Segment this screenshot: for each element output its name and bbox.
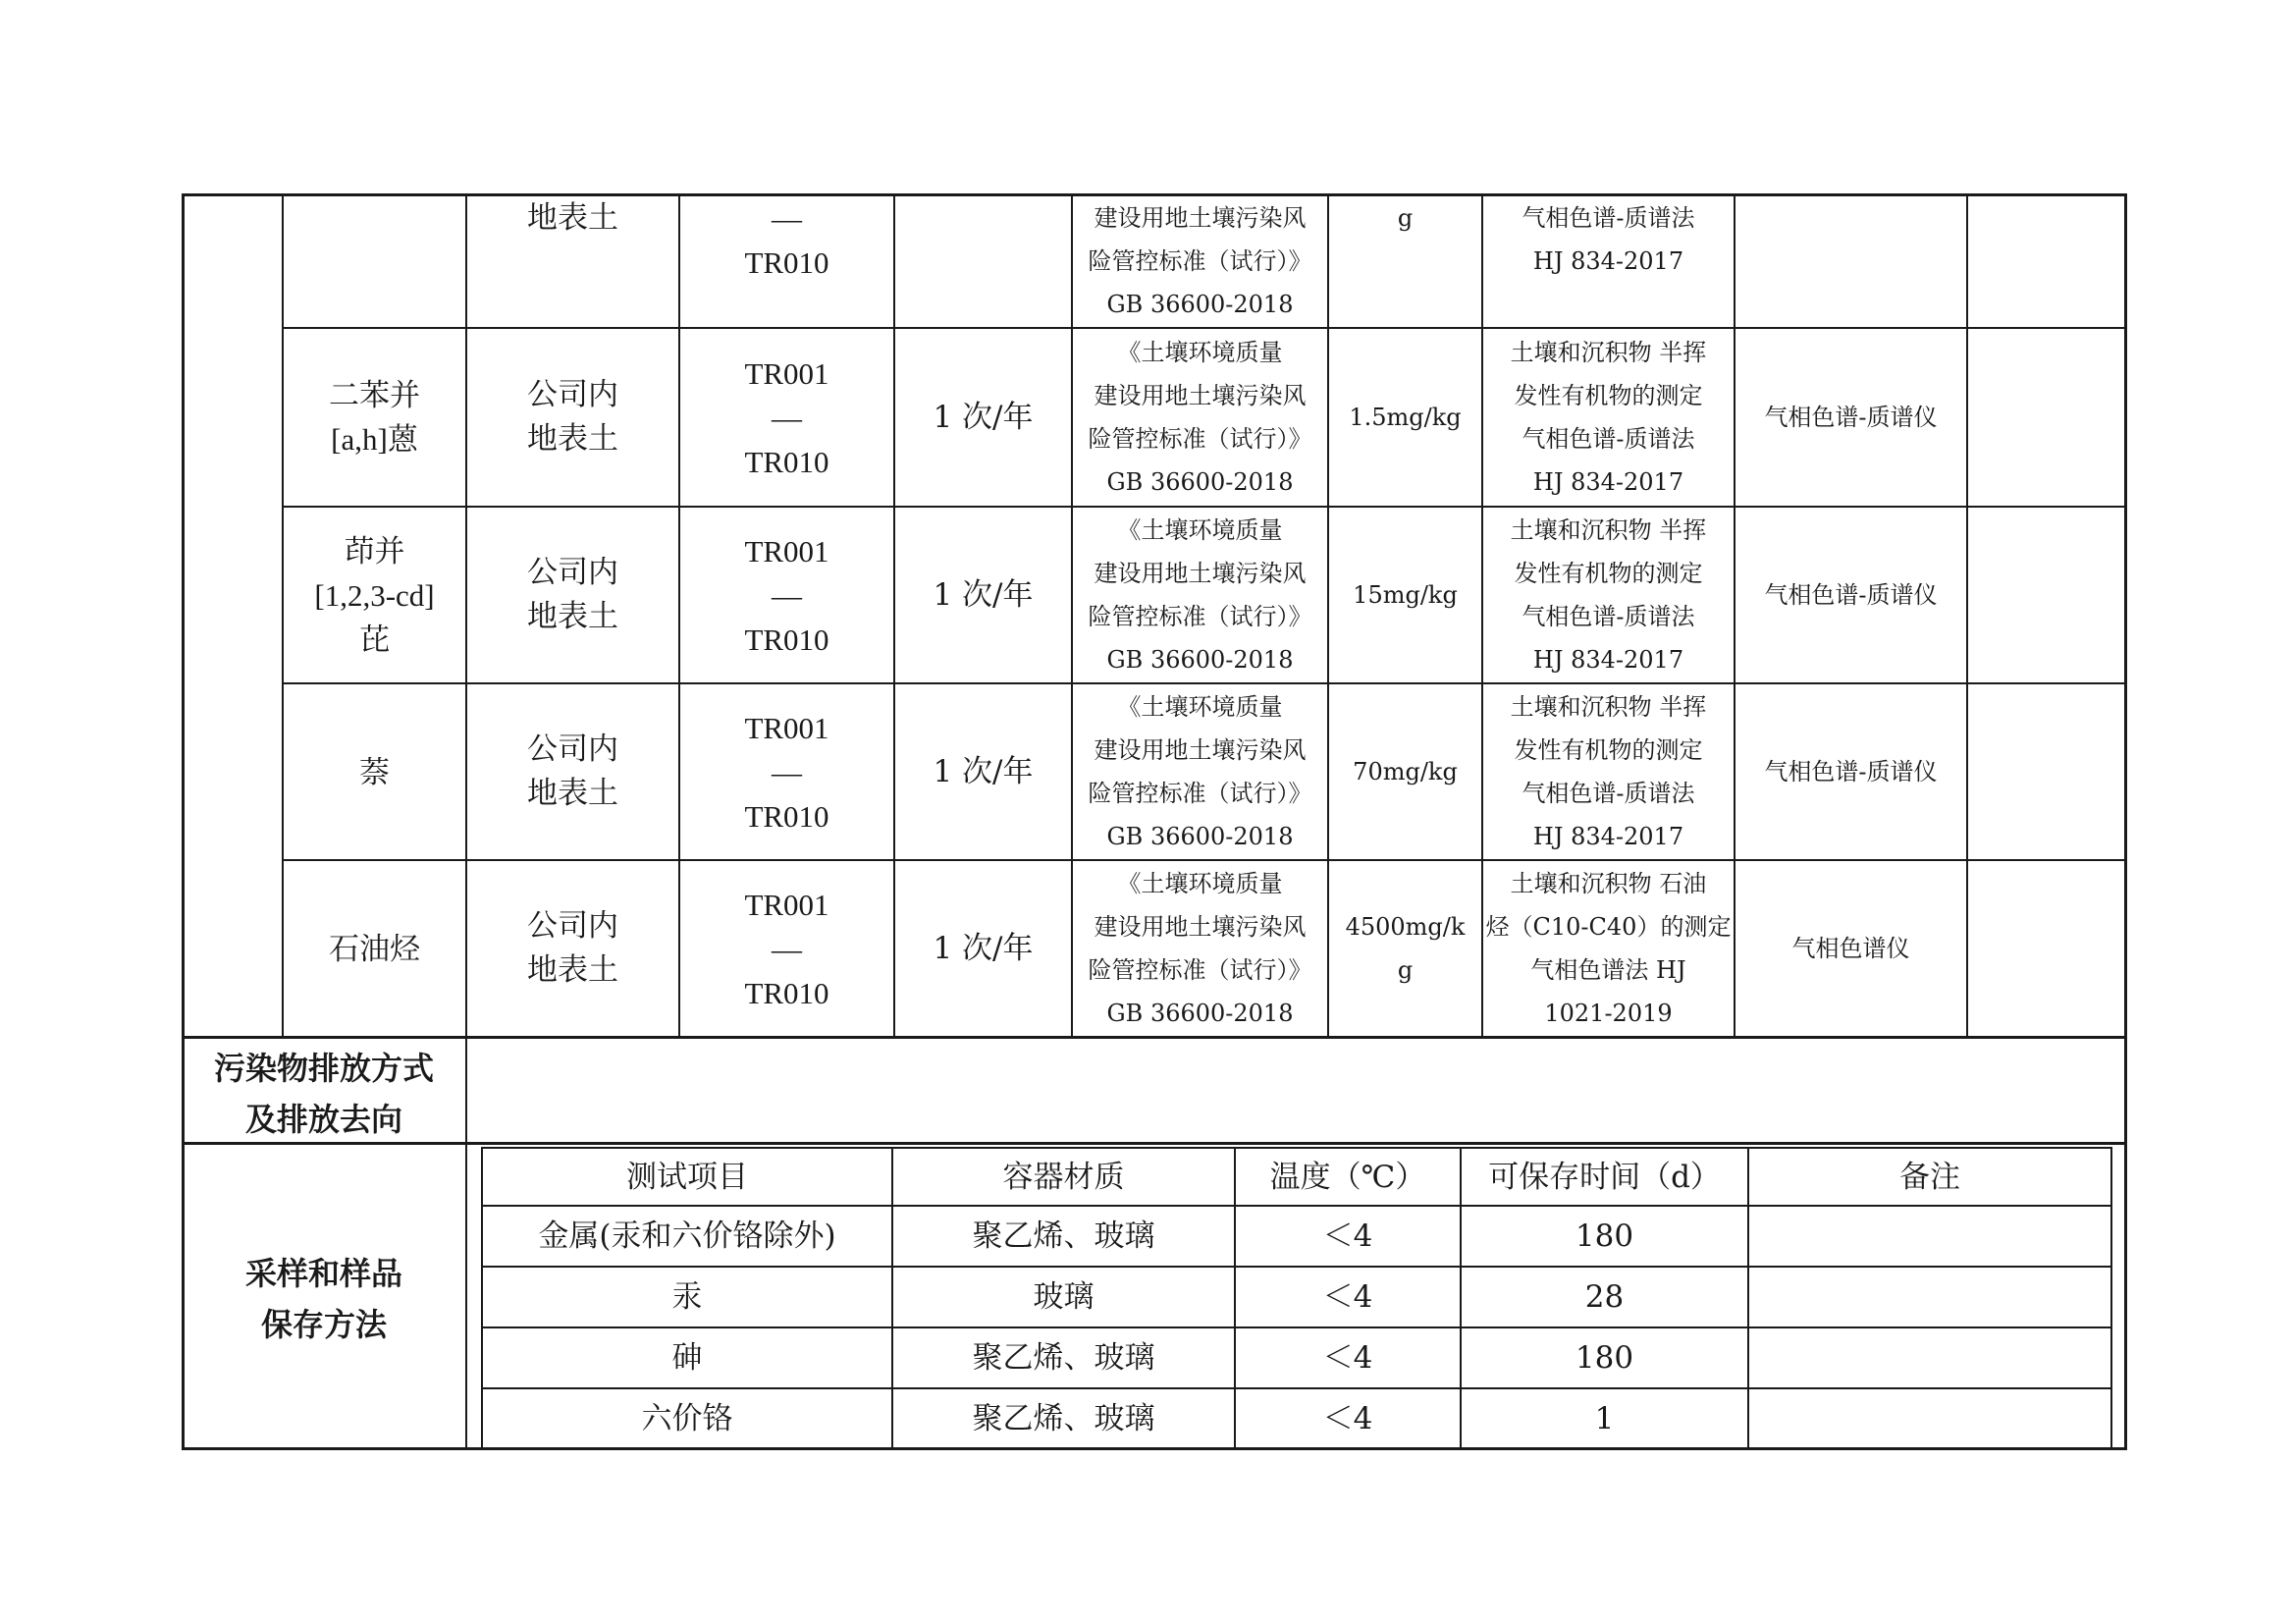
sampling-points-cell-line: TR010: [744, 798, 829, 834]
standard-cell-line: GB 36600-2018: [1106, 468, 1294, 496]
storage-data-cell: [483, 1207, 891, 1266]
storage-data-cell: [1749, 1389, 2110, 1448]
sampling-points-cell-line: —: [772, 577, 802, 613]
storage-data-cell-text: 金属(汞和六价铬除外): [538, 1218, 836, 1254]
storage-data-cell: [1462, 1207, 1747, 1266]
sampling-points-cell-line: —: [772, 754, 802, 789]
location-cell: [467, 508, 678, 682]
frequency-cell: [895, 508, 1071, 682]
sampling-points-cell: [680, 684, 893, 859]
remark-cell: [1968, 329, 2126, 506]
sampling-points-cell-line: TR010: [744, 245, 829, 280]
analysis-method-cell-line: 气相色谱-质谱法: [1522, 603, 1695, 630]
limit-value-cell: [1329, 196, 1481, 327]
storage-data-cell-text: 六价铬: [641, 1401, 733, 1436]
storage-data-cell-text: 180: [1575, 1218, 1634, 1254]
location-cell: [467, 329, 678, 506]
location-cell-line: 地表土: [527, 776, 618, 811]
standard-cell-line: GB 36600-2018: [1106, 823, 1294, 850]
sampling-points-cell-line: TR010: [744, 622, 829, 657]
storage-data-cell-text: ＜4: [1322, 1401, 1373, 1436]
storage-data-cell-text: 聚乙烯、玻璃: [972, 1218, 1155, 1254]
frequency-cell: [895, 684, 1071, 859]
storage-header-cell: [483, 1149, 891, 1205]
standard-cell-line: 险管控标准（试行）》: [1088, 425, 1312, 453]
section-divider-1: [183, 1036, 2127, 1039]
storage-header-cell-text: 测试项目: [626, 1159, 748, 1195]
instrument-cell: [1735, 329, 1966, 506]
standard-cell: [1073, 329, 1327, 506]
storage-data-cell-text: 28: [1584, 1279, 1625, 1315]
storage-data-cell: [1749, 1268, 2110, 1326]
standard-cell-line: 险管控标准（试行）》: [1088, 603, 1312, 630]
location-cell-line: 地表土: [527, 599, 618, 634]
analysis-method-cell-line: 气相色谱-质谱法: [1522, 425, 1695, 453]
standard-cell-line: GB 36600-2018: [1106, 1000, 1294, 1027]
discharge-label-line2: 及排放去向: [244, 1101, 402, 1138]
limit-value-cell-line: 70mg/kg: [1353, 758, 1458, 785]
storage-header-cell: [1749, 1149, 2110, 1205]
sampling-points-cell-line: —: [772, 931, 802, 966]
standard-cell-line: GB 36600-2018: [1106, 646, 1294, 674]
limit-value-cell: [1329, 329, 1481, 506]
location-cell-line: 公司内: [527, 908, 618, 944]
storage-data-cell-text: 玻璃: [1033, 1279, 1095, 1315]
pollutant-name-cell-line: 石油烃: [329, 931, 420, 966]
standard-cell-line: 《土壤环境质量: [1117, 693, 1283, 721]
sampling-points-cell-line: TR001: [744, 533, 829, 568]
storage-data-cell: [1749, 1207, 2110, 1266]
instrument-cell-text: 气相色谱-质谱仪: [1764, 581, 1938, 609]
storage-label: [183, 1149, 465, 1449]
storage-data-cell-text: 砷: [671, 1340, 703, 1376]
storage-header-cell: [1236, 1149, 1460, 1205]
storage-data-cell-text: 1: [1594, 1401, 1615, 1436]
analysis-method-cell-line: HJ 834-2017: [1532, 247, 1684, 275]
storage-header-cell-text: 备注: [1899, 1159, 1960, 1195]
storage-header-cell: [893, 1149, 1234, 1205]
standard-cell-line: 建设用地土壤污染风: [1094, 913, 1307, 941]
standard-cell-line: 建设用地土壤污染风: [1094, 204, 1307, 232]
location-cell: [467, 684, 678, 859]
standard-cell-line: 《土壤环境质量: [1117, 516, 1283, 544]
analysis-method-cell: [1483, 329, 1734, 506]
analysis-method-cell-line: 1021-2019: [1544, 1000, 1673, 1027]
limit-value-cell: [1329, 861, 1481, 1036]
storage-label-line1: 采样和样品: [244, 1255, 402, 1292]
remark-cell: [1968, 196, 2126, 327]
analysis-method-cell-line: 发性有机物的测定: [1514, 560, 1703, 587]
storage-column-divider: [2110, 1147, 2112, 1448]
location-cell: [467, 861, 678, 1036]
standard-cell: [1073, 508, 1327, 682]
standard-cell-line: 建设用地土壤污染风: [1094, 736, 1307, 764]
storage-data-cell: [1236, 1389, 1460, 1448]
analysis-method-cell-line: HJ 834-2017: [1532, 646, 1684, 674]
standard-cell-line: 《土壤环境质量: [1117, 339, 1283, 366]
storage-data-cell: [893, 1207, 1234, 1266]
analysis-method-cell-line: HJ 834-2017: [1532, 823, 1684, 850]
location-cell-line: 公司内: [527, 731, 618, 767]
sampling-points-cell-line: TR001: [744, 355, 829, 391]
sampling-points-cell-line: —: [772, 400, 802, 435]
analysis-method-cell: [1483, 861, 1734, 1036]
storage-data-cell-text: ＜4: [1322, 1218, 1373, 1254]
location-cell-line: 地表土: [527, 200, 618, 236]
remark-cell: [1968, 684, 2126, 859]
pollutant-name-cell-line: [a,h]蒽: [331, 422, 418, 457]
storage-data-cell-text: ＜4: [1322, 1340, 1373, 1376]
frequency-cell: [895, 196, 1071, 327]
location-cell-line: 公司内: [527, 555, 618, 590]
pollutant-name-cell: [284, 508, 465, 682]
limit-value-cell-line: g: [1397, 204, 1414, 232]
limit-value-cell: [1329, 508, 1481, 682]
instrument-cell-text: 气相色谱-质谱仪: [1764, 758, 1938, 785]
storage-data-cell-text: ＜4: [1322, 1279, 1373, 1315]
analysis-method-cell-line: 烃（C10-C40）的测定: [1485, 913, 1732, 941]
standard-cell: [1073, 684, 1327, 859]
storage-data-cell: [1236, 1268, 1460, 1326]
frequency-cell-text: 1 次/年: [933, 576, 1034, 613]
analysis-method-cell-line: 土壤和沉积物 半挥: [1510, 516, 1707, 544]
sampling-points-cell-line: —: [772, 201, 802, 236]
storage-header-cell-text: 温度（℃）: [1269, 1159, 1426, 1195]
storage-data-cell: [1236, 1328, 1460, 1387]
storage-label-line2: 保存方法: [260, 1306, 387, 1343]
analysis-method-cell-line: 气相色谱-质谱法: [1522, 204, 1695, 232]
pollutant-name-cell: [284, 329, 465, 506]
pollutant-name-cell-line: [1,2,3-cd]: [314, 577, 435, 613]
pollutant-name-cell: [284, 861, 465, 1036]
standard-cell-line: GB 36600-2018: [1106, 291, 1294, 318]
discharge-value: [467, 1041, 2126, 1147]
instrument-cell: [1735, 861, 1966, 1036]
standard-cell-line: 建设用地土壤污染风: [1094, 560, 1307, 587]
standard-cell-line: 《土壤环境质量: [1117, 870, 1283, 897]
limit-value-cell-line: g: [1397, 956, 1414, 984]
standard-cell-line: 建设用地土壤污染风: [1094, 382, 1307, 409]
storage-data-cell-text: 汞: [671, 1279, 703, 1315]
remark-cell: [1968, 508, 2126, 682]
analysis-method-cell: [1483, 508, 1734, 682]
instrument-cell: [1735, 684, 1966, 859]
discharge-label-line1: 污染物排放方式: [213, 1050, 434, 1087]
storage-header-cell: [1462, 1149, 1747, 1205]
standard-cell-line: 险管控标准（试行）》: [1088, 247, 1312, 275]
analysis-method-cell-line: 土壤和沉积物 半挥: [1510, 339, 1707, 366]
limit-value-cell-line: 1.5mg/kg: [1349, 404, 1462, 431]
sampling-points-cell: [680, 861, 893, 1036]
storage-data-cell: [483, 1268, 891, 1326]
pollutant-name-cell: [284, 196, 465, 327]
limit-value-cell-line: 15mg/kg: [1353, 581, 1458, 609]
instrument-cell: [1735, 508, 1966, 682]
storage-data-cell: [893, 1389, 1234, 1448]
pollutant-name-cell-line: 二苯并: [329, 378, 420, 412]
standard-cell-line: 险管控标准（试行）》: [1088, 956, 1312, 984]
storage-data-cell: [1749, 1328, 2110, 1387]
storage-data-cell: [1462, 1328, 1747, 1387]
analysis-method-cell-line: 气相色谱法 HJ: [1530, 956, 1686, 984]
analysis-method-cell-line: HJ 834-2017: [1532, 468, 1684, 496]
analysis-method-cell-line: 土壤和沉积物 半挥: [1510, 693, 1707, 721]
storage-data-cell: [1462, 1268, 1747, 1326]
storage-data-cell-text: 聚乙烯、玻璃: [972, 1401, 1155, 1436]
storage-data-cell: [1462, 1389, 1747, 1448]
analysis-method-cell: [1483, 196, 1734, 327]
sampling-points-cell-line: TR001: [744, 710, 829, 745]
storage-data-cell: [483, 1389, 891, 1448]
storage-data-cell: [1236, 1207, 1460, 1266]
standard-cell-line: 险管控标准（试行）》: [1088, 780, 1312, 807]
frequency-cell-text: 1 次/年: [933, 753, 1034, 789]
sampling-points-cell-line: TR010: [744, 444, 829, 479]
sampling-points-cell-line: TR001: [744, 887, 829, 922]
storage-data-cell: [483, 1328, 891, 1387]
storage-data-cell-text: 聚乙烯、玻璃: [972, 1340, 1155, 1376]
analysis-method-cell: [1483, 684, 1734, 859]
frequency-cell-text: 1 次/年: [933, 930, 1034, 966]
storage-header-cell-text: 容器材质: [1002, 1159, 1125, 1195]
pollutant-name-cell: [284, 684, 465, 859]
instrument-cell-text: 气相色谱仪: [1791, 935, 1910, 962]
instrument-cell-text: 气相色谱-质谱仪: [1764, 404, 1938, 431]
pollutant-name-cell-line: 茚并: [344, 533, 405, 568]
analysis-method-cell-line: 发性有机物的测定: [1514, 382, 1703, 409]
discharge-label: [183, 1041, 465, 1147]
instrument-cell: [1735, 196, 1966, 327]
storage-header-cell-text: 可保存时间（d）: [1488, 1159, 1721, 1195]
analysis-method-cell-line: 气相色谱-质谱法: [1522, 780, 1695, 807]
analysis-method-cell-line: 发性有机物的测定: [1514, 736, 1703, 764]
pollutant-name-cell-line: 芘: [359, 622, 390, 657]
limit-value-cell-line: 4500mg/k: [1345, 913, 1466, 941]
frequency-cell: [895, 861, 1071, 1036]
sampling-points-cell: [680, 196, 893, 327]
sampling-points-cell: [680, 329, 893, 506]
standard-cell: [1073, 196, 1327, 327]
frequency-cell-text: 1 次/年: [933, 399, 1034, 435]
storage-row-divider: [481, 1448, 2110, 1450]
limit-value-cell: [1329, 684, 1481, 859]
location-cell: [467, 196, 678, 327]
storage-data-cell: [893, 1268, 1234, 1326]
storage-data-cell: [893, 1328, 1234, 1387]
location-cell-line: 地表土: [527, 421, 618, 457]
standard-cell: [1073, 861, 1327, 1036]
frequency-cell: [895, 329, 1071, 506]
sampling-points-cell-line: TR010: [744, 975, 829, 1010]
storage-data-cell-text: 180: [1575, 1340, 1634, 1376]
sampling-points-cell: [680, 508, 893, 682]
remark-cell: [1968, 861, 2126, 1036]
analysis-method-cell-line: 土壤和沉积物 石油: [1510, 870, 1707, 897]
pollutant-name-cell-line: 萘: [359, 754, 390, 789]
location-cell-line: 地表土: [527, 952, 618, 988]
location-cell-line: 公司内: [527, 377, 618, 412]
